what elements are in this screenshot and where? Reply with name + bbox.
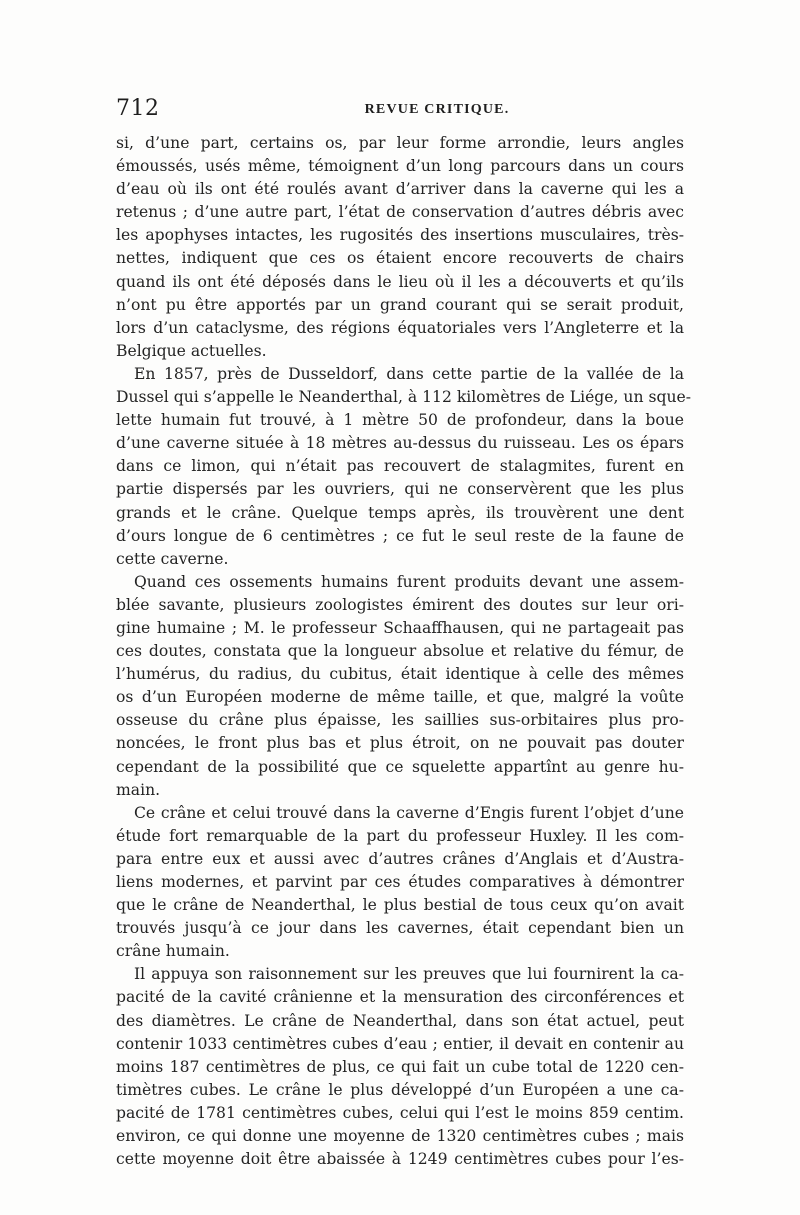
text-line: étude fort remarquable de la part du professeur Huxley. Il les com-	[116, 826, 684, 845]
body-text	[116, 132, 691, 1171]
text-line: moins 187 centimètres de plus, ce qui fait un cube total de 1220 cen-	[116, 1057, 684, 1076]
text-line: Ce crâne et celui trouvé dans la caverne d’Engis furent l’objet d’une	[134, 803, 684, 822]
text-line: timètres cubes. Le crâne le plus développé d’un Européen a une ca-	[116, 1080, 684, 1099]
paragraph-5	[116, 963, 684, 1171]
page-number: 712	[116, 96, 160, 121]
text-line: les apophyses intactes, les rugosités des insertions musculaires, très-	[116, 226, 684, 245]
text-line: des diamètres. Le crâne de Neanderthal, dans son état actuel, peut	[116, 1011, 684, 1030]
text-line: pacité de 1781 centimètres cubes, celui qui l’est le moins 859 centim.	[116, 1103, 684, 1122]
text-line: crâne humain.	[116, 942, 230, 961]
text-line: Belgique actuelles.	[116, 341, 267, 360]
text-line: émoussés, usés même, témoignent d’un long parcours dans un cours	[116, 157, 684, 176]
text-line: main.	[116, 780, 161, 799]
text-line: d’ours longue de 6 centimètres ; ce fut le seul reste de la faune de	[116, 526, 684, 545]
text-line: osseuse du crâne plus épaisse, les saillies sus-orbitaires plus pro-	[116, 711, 684, 730]
text-line: d’eau où ils ont été roulés avant d’arriver dans la caverne qui les a	[116, 180, 684, 199]
text-line: si, d’une part, certains os, par leur forme arrondie, leurs angles	[116, 134, 684, 152]
text-line: environ, ce qui donne une moyenne de 1320 centimètres cubes ; mais	[116, 1127, 684, 1146]
text-line: os d’un Européen moderne de même taille, et que, malgré la voûte	[116, 688, 684, 707]
text-line: noncées, le front plus bas et plus étroit, on ne pouvait pas douter	[116, 734, 684, 753]
text-line: Quand ces ossements humains furent produits devant une assem-	[134, 572, 684, 591]
text-line: nettes, indiquent que ces os étaient encore recouverts de chairs	[116, 249, 684, 268]
text-line: cette caverne.	[116, 549, 229, 568]
text-line: d’une caverne située à 18 mètres au-dessus du ruisseau. Les os épars	[116, 434, 684, 453]
text-line: trouvés jusqu’à ce jour dans les cavernes, était cependant bien un	[116, 919, 684, 938]
text-line: blée savante, plusieurs zoologistes émirent des doutes sur leur ori-	[116, 595, 684, 614]
text-line: Il appuya son raisonnement sur les preuves que lui fournirent la ca-	[134, 965, 684, 984]
text-line: lette humain fut trouvé, à 1 mètre 50 de profondeur, dans la boue	[116, 411, 684, 430]
text-line: cette moyenne doit être abaissée à 1249 centimètres cubes pour l’es-	[116, 1150, 684, 1169]
text-line: quand ils ont été déposés dans le lieu où il les a découverts et qu’ils	[116, 272, 684, 291]
running-head: REVUE CRITIQUE.	[364, 102, 510, 117]
text-line: partie dispersés par les ouvriers, qui ne conservèrent que les plus	[116, 480, 684, 499]
text-line: grands et le crâne. Quelque temps après, ils trouvèrent une dent	[116, 503, 684, 522]
paragraph-1	[116, 132, 684, 363]
text-line: n’ont pu être apportés par un grand courant qui se serait produit,	[116, 295, 684, 314]
text-line: ces doutes, constata que la longueur absolue et relative du fémur, de	[116, 642, 684, 661]
text-line: dans ce limon, qui n’était pas recouvert de stalagmites, furent en	[116, 457, 684, 476]
text-line: cependant de la possibilité que ce squelette appartînt au genre hu-	[116, 757, 684, 776]
paragraph-3	[116, 571, 684, 802]
text-line: para entre eux et aussi avec d’autres crânes d’Anglais et d’Austra-	[116, 849, 684, 868]
text-line: contenir 1033 centimètres cubes d’eau ; entier, il devait en contenir au	[116, 1034, 684, 1053]
page-header	[116, 96, 688, 126]
text-line: pacité de la cavité crânienne et la mensuration des circonférences et	[116, 988, 684, 1007]
text-line: gine humaine ; M. le professeur Schaaffhausen, qui ne partageait pas	[116, 618, 684, 637]
text-line: que le crâne de Neanderthal, le plus bestial de tous ceux qu’on avait	[116, 896, 684, 915]
paragraph-2	[116, 363, 691, 571]
text-line: retenus ; d’une autre part, l’état de conservation d’autres débris avec	[116, 203, 684, 222]
text-line: Dussel qui s’appelle le Neanderthal, à 112 kilomètres de Liége, un sque-	[116, 388, 691, 407]
text-line: En 1857, près de Dusseldorf, dans cette partie de la vallée de la	[134, 364, 684, 383]
text-line: liens modernes, et parvint par ces études comparatives à démontrer	[116, 873, 684, 891]
text-line: lors d’un cataclysme, des régions équatoriales vers l’Angleterre et la	[116, 318, 684, 337]
paragraph-4	[116, 802, 684, 964]
text-line: l’humérus, du radius, du cubitus, était identique à celle des mêmes	[116, 665, 684, 684]
